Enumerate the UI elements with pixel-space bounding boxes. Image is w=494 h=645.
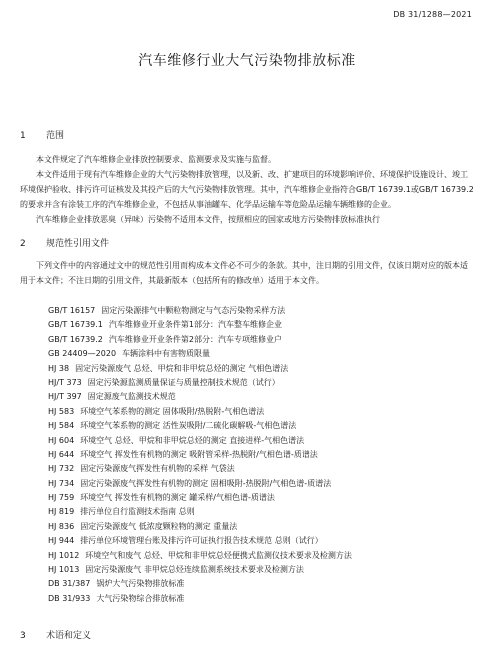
document-id: DB 31/1288—2021	[393, 10, 472, 19]
reference-title: 环境空气 挥发性有机物的测定 吸附管采样-热脱附/气相色谱-质谱法	[80, 449, 318, 459]
reference-title: 环境空气苯系物的测定 活性炭吸附/二硫化碳解吸-气相色谱法	[80, 421, 297, 431]
reference-item	[48, 347, 352, 361]
reference-code: HJ 1012	[48, 550, 80, 560]
reference-code: HJ 836	[48, 521, 75, 531]
scope-text	[20, 152, 474, 227]
reference-item	[48, 592, 352, 606]
reference-title: 大气污染物综合排放标准	[96, 593, 185, 603]
reference-code: HJ 759	[48, 493, 75, 503]
reference-title: 固定污染源废气挥发性有机物的采样 气袋法	[80, 464, 235, 474]
reference-item	[48, 448, 352, 462]
section-number: 1	[20, 131, 26, 141]
reference-code: HJ 38	[48, 363, 70, 373]
reference-title: 排污单位环境管理台账及排污许可证执行报告技术规范 总则（试行）	[80, 536, 323, 546]
reference-code: HJ 1013	[48, 565, 80, 575]
section-heading-2	[20, 236, 109, 249]
reference-title: 汽车维修业开业条件第1部分：汽车整车维修企业	[108, 320, 282, 330]
reference-code: HJ 584	[48, 421, 75, 431]
reference-title: 环境空气苯系物的测定 固体吸附/热脱附-气相色谱法	[80, 406, 265, 416]
section-number: 2	[20, 239, 26, 249]
reference-list	[48, 304, 352, 606]
reference-code: HJ 644	[48, 449, 75, 459]
reference-title: 环境空气 总烃、甲烷和非甲烷总烃的测定 直接进样-气相色谱法	[80, 435, 305, 445]
reference-item	[48, 333, 352, 347]
reference-title: 锅炉大气污染物排放标准	[96, 579, 185, 589]
reference-title: 固定源废气监测技术规范	[87, 392, 176, 402]
reference-item	[48, 563, 352, 577]
scope-paragraph-1: 本文件规定了汽车维修企业排放控制要求、监测要求及实施与监督。	[36, 155, 276, 164]
reference-code: GB 24409—2020	[48, 349, 117, 359]
reference-code: HJ 819	[48, 507, 75, 517]
reference-item	[48, 491, 352, 505]
reference-code: HJ 734	[48, 478, 75, 488]
scope-paragraph-3: 汽车维修企业排放恶臭（异味）污染物不适用本文件，按照相应的国家或地方污染物排放标准执行	[36, 215, 380, 224]
scope-paragraph-2: 本文件适用于现有汽车维修企业的大气污染物排放管理，以及新、改、扩建项目的环境影响评价、环境保护设施设计、竣工环境保护验收、排污许可证核发及其投产后的大气污染物排放管理。其中，汽车维修企业指符合GB/T 16739.1或GB/T 16739.2的要求并含有涂装工序的汽车维修企业，不包括从事油罐车、化学品运输车等危险品运输车辆维修的企业。	[20, 170, 474, 209]
reference-item	[48, 505, 352, 519]
reference-title: 固定污染源排气中颗粒物测定与气态污染物采样方法	[101, 306, 286, 315]
reference-item	[48, 534, 352, 548]
reference-item	[48, 462, 352, 476]
section-title: 术语和定义	[46, 631, 92, 641]
reference-item	[48, 477, 352, 491]
reference-code: HJ 732	[48, 464, 75, 474]
normative-intro	[20, 258, 474, 288]
reference-code: GB/T 16739.1	[48, 320, 103, 330]
section-title: 范围	[46, 131, 65, 141]
reference-code: HJ 583	[48, 406, 75, 416]
reference-code: HJ/T 373	[48, 377, 82, 387]
reference-code: HJ 944	[48, 536, 75, 546]
reference-title: 车辆涂料中有害物质限量	[122, 349, 211, 359]
reference-item	[48, 405, 352, 419]
reference-title: 固定污染源废气 总烃、甲烷和非甲烷总烃的测定 气相色谱法	[75, 363, 289, 373]
reference-item	[48, 318, 352, 332]
reference-code: GB/T 16739.2	[48, 334, 103, 344]
reference-item	[48, 419, 352, 433]
reference-item	[48, 390, 352, 404]
reference-title: 环境空气 挥发性有机物的测定 罐采样/气相色谱-质谱法	[80, 493, 275, 503]
reference-code: HJ/T 397	[48, 392, 82, 402]
reference-item	[48, 376, 352, 390]
reference-code: DB 31/933	[48, 593, 91, 603]
reference-item	[48, 549, 352, 563]
reference-title: 排污单位自行监测技术指南 总则	[80, 507, 195, 517]
reference-item	[48, 577, 352, 591]
reference-title: 环境空气和废气 总烃、甲烷和非甲烷总烃便携式监测仪技术要求及检测方法	[85, 550, 352, 560]
section-heading-3	[20, 628, 91, 641]
reference-title: 固定污染源废气 非甲烷总烃连续监测系统技术要求及检测方法	[85, 565, 304, 575]
reference-code: GB/T 16157	[48, 306, 96, 315]
reference-item	[48, 362, 352, 376]
section-number: 3	[20, 631, 26, 641]
section-heading-1	[20, 128, 64, 141]
reference-code: HJ 604	[48, 435, 75, 445]
page-title: 汽车维修行业大气污染物排放标准	[138, 53, 356, 69]
reference-item	[48, 434, 352, 448]
reference-title: 固定污染源废气挥发性有机物的测定 固相吸附-热脱附/气相色谱-质谱法	[80, 478, 332, 488]
section-title: 规范性引用文件	[46, 239, 110, 249]
reference-title: 固定污染源废气 低浓度颗粒物的测定 重量法	[80, 521, 238, 531]
reference-title: 固定污染源监测质量保证与质量控制技术规范（试行）	[87, 377, 280, 387]
normative-intro-paragraph: 下列文件中的内容通过文中的规范性引用而构成本文件必不可少的条款。其中，注日期的引用文件，仅该日期对应的版本适用于本文件；不注日期的引用文件，其最新版本（包括所有的修改单）适用于本文件。	[20, 261, 468, 285]
reference-title: 汽车维修业开业条件第2部分：汽车专项维修业户	[108, 334, 282, 344]
reference-item	[48, 520, 352, 534]
reference-item	[48, 304, 352, 318]
reference-code: DB 31/387	[48, 579, 91, 589]
